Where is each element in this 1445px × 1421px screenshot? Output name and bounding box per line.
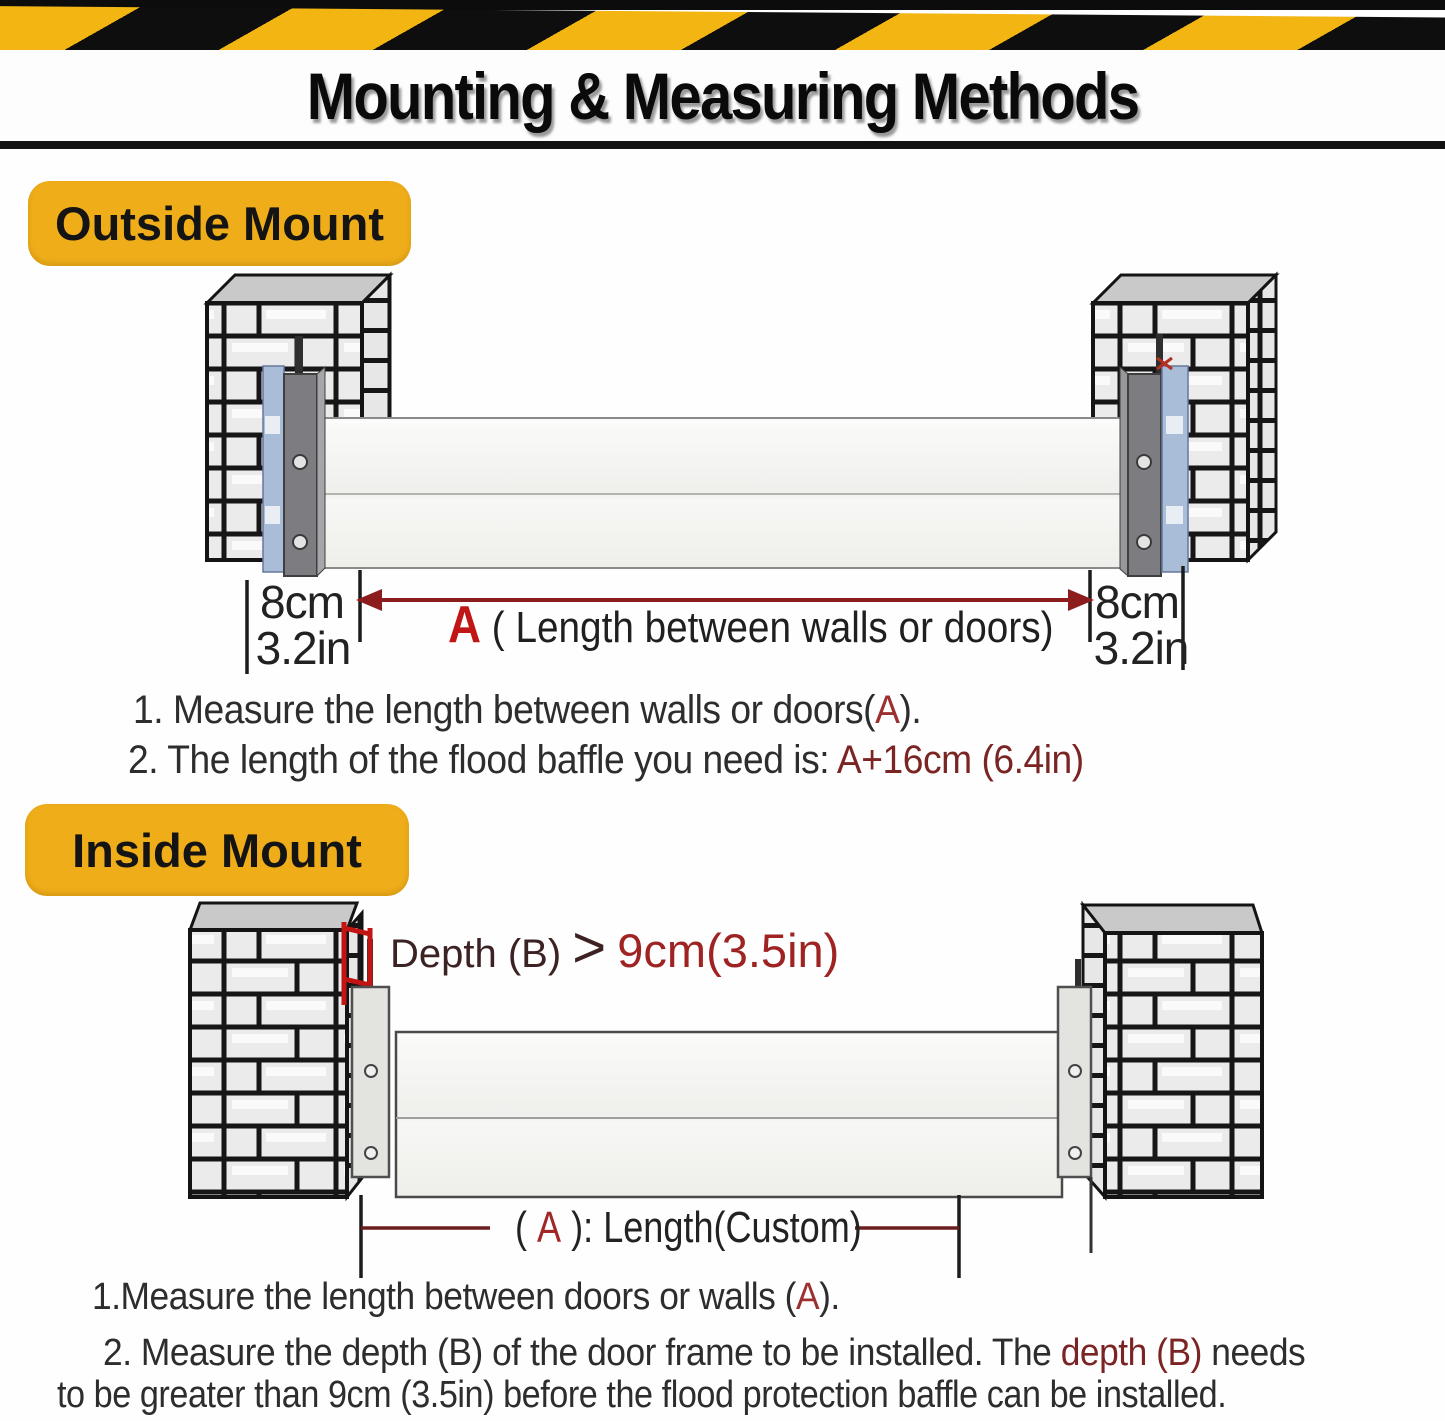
outside-step-2: 2. The length of the flood baffle you need is: A+16cm (6.4in)	[128, 738, 1084, 782]
screw-hole	[1137, 535, 1151, 549]
right-seal-strip	[1162, 366, 1188, 572]
step-letter-a: A	[875, 688, 900, 732]
inside-mount-diagram	[0, 895, 1445, 1295]
inside-mount-badge-label: Inside Mount	[72, 823, 362, 877]
outside-mount-badge-label: Outside Mount	[55, 197, 384, 250]
baffle-length-formula: A+16cm (6.4in)	[836, 738, 1084, 782]
right-anchor-rod	[1075, 959, 1081, 988]
depth-highlight: depth (B)	[1060, 1332, 1202, 1374]
step-letter-a: A	[795, 1276, 820, 1318]
page-title: Mounting & Measuring Methods	[306, 59, 1139, 133]
outside-mount-diagram	[0, 270, 1445, 690]
dimension-letter-a: A	[448, 596, 482, 654]
screw-hole	[293, 455, 307, 469]
screw-hole	[1069, 1065, 1081, 1077]
outside-step-1: 1. Measure the length between walls or doors(A).	[133, 688, 922, 732]
inside-mount-badge	[25, 804, 409, 896]
screw-hole	[365, 1065, 377, 1077]
custom-length-label: ( A ): Length(Custom)	[515, 1202, 862, 1252]
outside-mount-badge	[28, 181, 411, 266]
outside-flood-baffle-panel	[322, 418, 1141, 568]
left-seal-strip	[263, 366, 284, 572]
inside-left-mount-bracket	[352, 987, 389, 1177]
length-letter-a: A	[537, 1202, 562, 1252]
left-offset-in-label: 3.2in	[255, 622, 351, 674]
inside-step-1: 1.Measure the length between doors or walls (A).	[92, 1276, 840, 1318]
inside-step-2-line-2: to be greater than 9cm (3.5in) before the flood protection baffle can be installed.	[57, 1374, 1227, 1416]
dimension-caption: ( Length between walls or doors)	[491, 601, 1054, 652]
outside-right-mount-bracket	[1120, 358, 1188, 576]
depth-value-text: 9cm(3.5in)	[617, 924, 840, 977]
header-divider-line	[0, 141, 1445, 149]
depth-requirement-label	[390, 915, 839, 980]
left-offset-cm-label: 8cm	[260, 576, 344, 628]
screw-hole	[1137, 455, 1151, 469]
inside-flood-baffle-panel	[396, 1032, 1062, 1197]
outside-left-mount-bracket	[263, 366, 325, 576]
outside-dimension-annotations	[247, 566, 1188, 674]
inside-right-mount-bracket	[1058, 987, 1091, 1253]
inside-dimension-annotations	[361, 1195, 959, 1278]
screw-hole	[365, 1147, 377, 1159]
inside-step-2-line-1: 2. Measure the depth (B) of the door frame to be installed. The depth (B) needs	[103, 1332, 1306, 1374]
greater-than-sign: >	[572, 915, 607, 980]
inside-right-brick-pillar	[1075, 905, 1262, 1197]
right-offset-in-label: 3.2in	[1093, 622, 1189, 674]
title-banner	[0, 50, 1445, 142]
screw-hole	[1069, 1147, 1081, 1159]
screw-hole	[293, 535, 307, 549]
length-dimension-label	[448, 596, 1053, 653]
depth-label-text: Depth (B)	[390, 932, 573, 976]
right-offset-cm-label: 8cm	[1095, 576, 1179, 628]
